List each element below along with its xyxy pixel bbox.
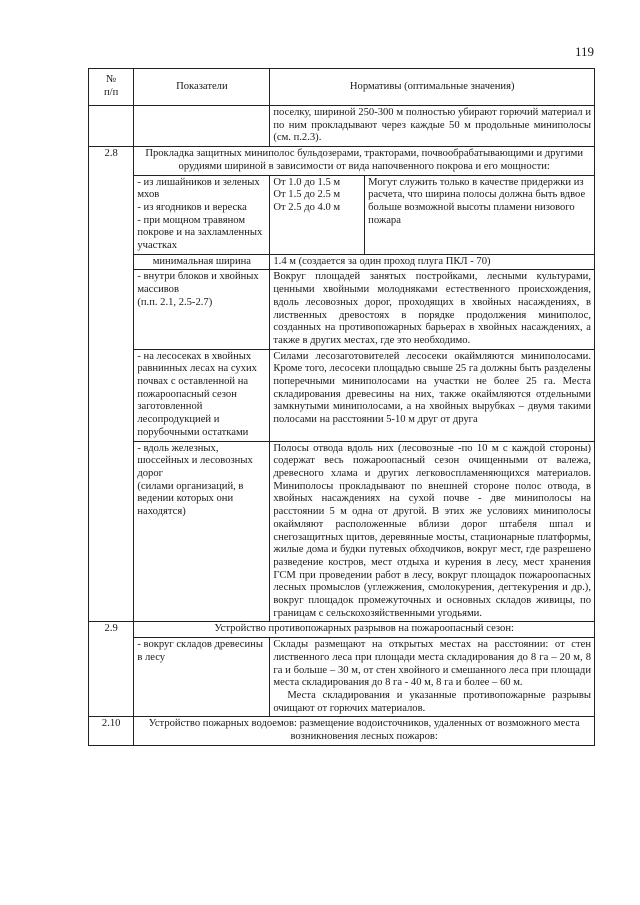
indicator-cell: - внутри блоков и хвойных массивов (п.п. 2.1, 2.5-2.7) <box>134 270 270 349</box>
continuation-text: поселку, шириной 250-300 м полностью убирают горючий материал и по ним прокладывают через каждые 50 м продольные миниполосы (см. п.2.3). <box>270 106 595 147</box>
table-row <box>89 270 595 349</box>
text-paragraph: Склады размещают на открытых местах на расстоянии: от стен лиственного леса при площади места складирования до 8 га – 20 м, 8 га и больше – 30 м, от стен хвойного и смешанного леса при площади места складирования до 8 га - 40 м, 8 га и более – 60 м. <box>273 639 591 689</box>
table-header-row <box>89 69 595 106</box>
table-row <box>89 441 595 622</box>
table-row <box>89 638 595 717</box>
norms-table <box>88 68 595 746</box>
section-row-2-10 <box>89 717 595 745</box>
table-row <box>89 106 595 147</box>
section-title: Прокладка защитных миниполос бульдозерами, тракторами, почвообрабатывающими и другими орудиями шириной в зависимости от вида напочвенного покрова и его мощности: <box>134 147 595 175</box>
value-cell: 1.4 м (создается за один проход плуга ПКЛ - 70) <box>270 254 595 270</box>
section-row-2-8 <box>89 147 595 175</box>
table-row <box>89 349 595 441</box>
table-row <box>89 254 595 270</box>
page-number: 119 <box>575 44 595 59</box>
text-cell <box>270 638 595 717</box>
note-cell: Могут служить только в качестве придержки из расчета, что ширина полосы должна быть вдвое больше возможной высоты пламени низового пожара <box>365 175 595 254</box>
section-title: Устройство противопожарных разрывов на пожароопасный сезон: <box>134 622 595 638</box>
indicator-cell: минимальная ширина <box>134 254 270 270</box>
indicator-cell: - на лесосеках в хвойных равнинных лесах на сухих почвах с оставленной на пожароопасный сезон заготовленной лесопродукцией и порубочными остатками <box>134 349 270 441</box>
section-row-2-9 <box>89 622 595 638</box>
section-number: 2.8 <box>89 147 134 622</box>
section-number: 2.9 <box>89 622 134 717</box>
text-cell: Вокруг площадей занятых постройками, лесными культурами, ценными хвойными молодняками естественного происхождения, вдоль лесовозных дорог, проходящих в хвойных насаждениях, в лиственных древостоях в порядке продолжения миниполос, созданных на противопожарных барьерах в хвойных насаждениях, а также в других местах, где это необходимо. <box>270 270 595 349</box>
text-cell: Силами лесозаготовителей лесосеки окаймляются миниполосами. Кроме того, лесосеки площадью свыше 25 га должны быть разделены поперечными миниполосами на участки не более 25 га. Места складирования древесины на них, также окаймляются отдельными замкнутыми миниполосами, а на хвойных вырубках – двумя такими полосами на расстоянии 5-10 м друг от друга <box>270 349 595 441</box>
table-row <box>89 175 595 254</box>
header-num: № п/п <box>89 69 134 106</box>
header-norms: Нормативы (оптимальные значения) <box>270 69 595 106</box>
text-paragraph: Места складирования и указанные противопожарные разрывы очищают от горючих материалов. <box>273 689 591 714</box>
section-title: Устройство пожарных водоемов: размещение водоисточников, удаленных от возможного места возникновения лесных пожаров: <box>134 717 595 745</box>
indicator-cell: - вокруг складов древесины в лесу <box>134 638 270 717</box>
section-number: 2.10 <box>89 717 134 745</box>
indicator-cell: - вдоль железных, шоссейных и лесовозных дорог (силами организаций, в ведении которых они находятся) <box>134 441 270 622</box>
text-cell: Полосы отвода вдоль них (лесовозные -по 10 м с каждой стороны) содержат весь пожароопасный сезон очищенными от валежа, древесного хлама и других легковоспламеняющихся материалов. Миниполосы прокладывают по внешней стороне полос отвода, в хвойных насаждениях на сухой почве - две миниполосы на расстоянии 5 м одна от другой. В этих же условиях миниполосы окаймляют расположенные вблизи дорог штабеля шпал и снегозащитных щитов, деревянные мосты, стационарные платформы, жилые дома и будки путевых обходчиков, вокруг мест, где разрешено разведение костров, мест отдыха и курения в лесу, мест хранения ГСМ при проведении работ в лесу, вокруг площадок пожароопасных лесных промыслов (углежжения, смолокурения, дегтекурения и др.), вокруг площадок промежуточных и основных складов живицы, по границам с сельскохозяйственными угодьями. <box>270 441 595 622</box>
header-indicators: Показатели <box>134 69 270 106</box>
value-cell: От 1.0 до 1.5 м От 1.5 до 2.5 м От 2.5 до 4.0 м <box>270 175 365 254</box>
indicator-cell: - из лишайников и зеленых мхов - из ягодников и вереска - при мощном травяном покрове и на захламленных участках <box>134 175 270 254</box>
